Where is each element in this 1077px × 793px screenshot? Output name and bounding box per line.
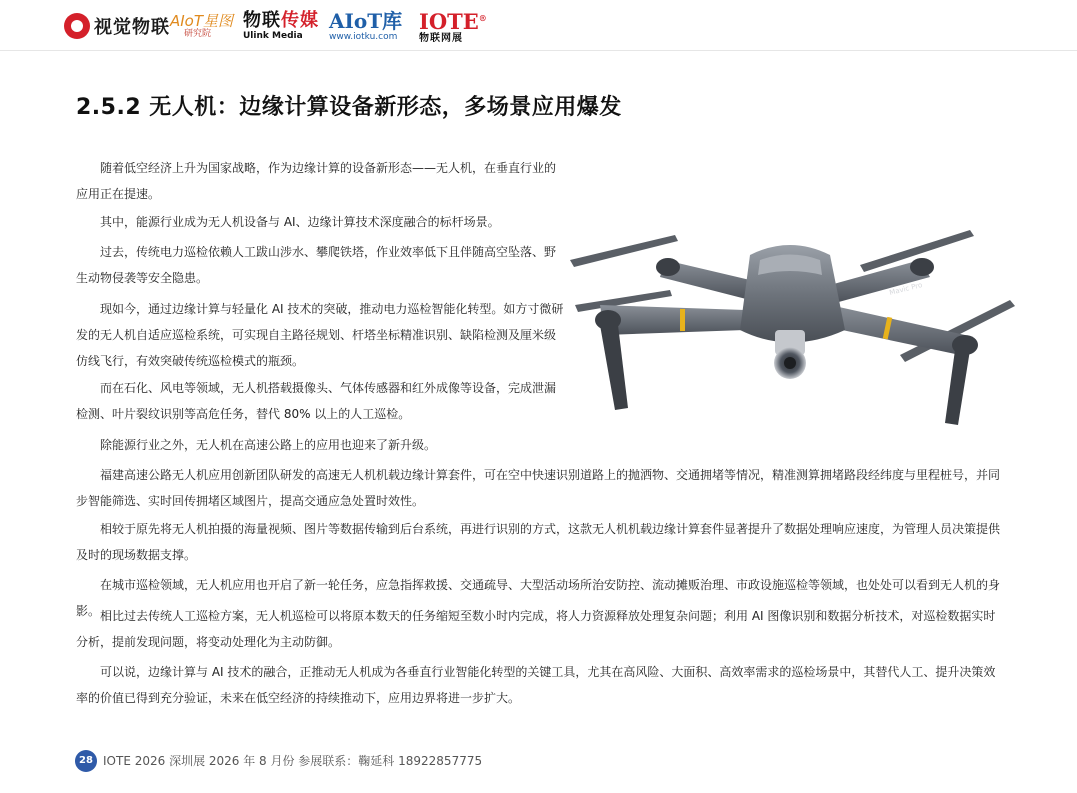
wulian-media-logo-text-a: 物联 <box>243 9 281 31</box>
paragraph-3: 过去，传统电力巡检依赖人工跋山涉水、攀爬铁塔，作业效率低下且伴随高空坠落、野生动物侵袭等安全隐患。 <box>76 245 557 285</box>
aiot-xingtu-logo <box>170 8 233 44</box>
paragraph-4: 现如今，通过边缘计算与轻量化 AI 技术的突破，推动电力巡检智能化转型。如方寸微研发的无人机自适应巡检系统，可实现自主路径规划、杆塔坐标精准识别、缺陷检测及厘米级仿线飞行，有效突破传统巡检模式的瓶颈。 <box>76 302 564 368</box>
paragraph-10: 相比过去传统人工巡检方案，无人机巡检可以将原本数天的任务缩短至数小时内完成，将人力资源释放处理复杂问题；利用 AI 图像识别和数据分析技术，对巡检数据实时分析，提前发现问题，将变动处理化为主动防御。 <box>76 609 996 649</box>
shijue-logo-text: 视觉物联 <box>94 17 170 38</box>
aiotku-logo <box>329 8 402 44</box>
paragraph-7: 福建高速公路无人机应用创新团队研发的高速无人机机载边缘计算套件，可在空中快速识别道路上的抛洒物、交通拥堵等情况，精准测算拥堵路段经纬度与里程桩号，并同步智能筛选、实时回传拥堵区域图片，提高交通应急处置时效性。 <box>76 468 1001 508</box>
aiot-xingtu-logo-text: AIoT星图 <box>170 11 234 30</box>
aiotku-logo-text: AIoT库 <box>329 8 403 33</box>
paragraph-2: 其中，能源行业成为无人机设备与 AI、边缘计算技术深度融合的标杆场景。 <box>100 215 500 229</box>
drone-arm-stripe-left <box>680 309 685 331</box>
drone-photo <box>560 205 1020 430</box>
paragraph-11: 可以说，边缘计算与 AI 技术的融合，正推动无人机成为各垂直行业智能化转型的关键工具，尤其在高风险、大面积、高效率需求的巡检场景中，其替代人工、提升决策效率的价值已得到充分验证，未来在低空经济的持续推动下，应用边界将进一步扩大。 <box>76 665 996 705</box>
paragraph-9: 在城市巡检领域，无人机应用也开启了新一轮任务，应急指挥救援、交通疏导、大型活动场所治安防控、流动摊贩治理、市政设施巡检等领域，也处处可以看到无人机的身影。 <box>76 578 1001 618</box>
camera-lens-center-icon <box>784 357 796 369</box>
paragraph-6: 除能源行业之外，无人机在高速公路上的应用也迎来了新升级。 <box>100 438 437 452</box>
wulian-media-logo-text <box>243 11 319 31</box>
paragraph-8: 相较于原先将无人机拍摄的海量视频、图片等数据传输到后台系统，再进行识别的方式，这款无人机机载边缘计算套件显著提升了数据处理响应速度，为管理人员决策提供及时的现场数据支撑。 <box>76 522 1001 562</box>
shijue-logo <box>64 8 170 44</box>
wulian-media-logo-text-b: 传媒 <box>281 9 319 31</box>
iote-logo-main: IOTE <box>419 9 479 34</box>
page-header <box>0 0 1077 50</box>
iote-logo-sub: 物联网展 <box>419 33 463 44</box>
aiotku-logo-sub: www.iotku.com <box>329 31 398 42</box>
paragraph-5: 而在石化、风电等领域，无人机搭载摄像头、气体传感器和红外成像等设备，完成泄漏检测、叶片裂纹识别等高危任务，替代 80% 以上的人工巡检。 <box>76 381 557 421</box>
shijue-logo-mark-icon <box>64 13 90 39</box>
drone-label-text: Mavic Pro <box>888 281 924 297</box>
motor-front-right <box>910 258 934 276</box>
leg-rear-right <box>945 350 970 425</box>
wulian-media-logo-sub: Ulink Media <box>243 30 303 41</box>
paragraph-1: 随着低空经济上升为国家战略，作为边缘计算的设备新形态——无人机，在垂直行业的应用正在提速。 <box>76 161 557 201</box>
aiot-xingtu-logo-sub: 研究院 <box>184 28 212 39</box>
drone-arm-rear-left <box>600 305 745 335</box>
iote-logo <box>419 8 487 44</box>
iote-logo-reg: ® <box>478 13 487 23</box>
drone-arm-rear-right <box>828 305 965 355</box>
section-title: 2.5.2 无人机：边缘计算设备新形态，多场景应用爆发 <box>76 95 622 120</box>
iote-logo-text <box>419 7 487 33</box>
page-number-badge: 28 <box>75 750 97 772</box>
leg-rear-left <box>600 325 628 410</box>
wulian-media-logo <box>243 8 319 44</box>
header-divider <box>0 50 1077 51</box>
motor-front-left <box>656 258 680 276</box>
footer-text: IOTE 2026 深圳展 2026 年 8 月份 参展联系：鞠延科 18922857775 <box>103 754 483 768</box>
